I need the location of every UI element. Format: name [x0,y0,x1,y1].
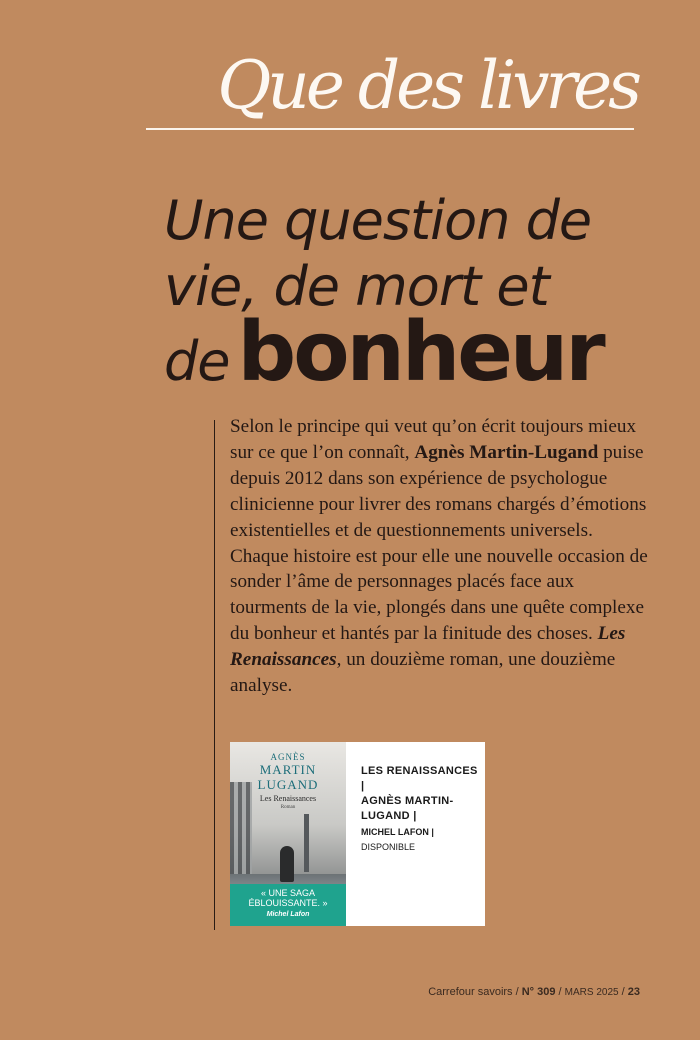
cover-title: Les Renaissances [259,794,317,803]
cover-author-last: MARTIN LUGAND [257,762,319,792]
article-body [230,414,650,699]
footer-separator: / [555,986,565,998]
cover-genre: Roman [280,805,296,810]
cover-column-graphic [304,814,309,872]
footer-separator: / [618,986,628,998]
cover-band [230,884,346,926]
headline-prefix: de [164,330,230,393]
footer-issue: N° 309 [521,986,556,998]
cover-figure-graphic [280,846,294,882]
rubric-rule [146,128,634,130]
cover-tagline: « UNE SAGA ÉBLOUISSANTE. » [248,888,328,908]
book-card [230,742,485,926]
book-reference: Les Renaissances [230,623,626,671]
cover-publisher-logo: Michel Lafon [266,911,310,918]
headline-line-1: Une question de [164,189,592,252]
book-cover-image [230,742,346,926]
footer-date: MARS 2025 [564,987,619,998]
book-availability: DISPONIBLE [361,842,416,852]
footer-magazine: Carrefour savoirs [428,986,513,998]
page-number: 23 [627,986,640,998]
book-title: LES RENAISSANCES | [361,765,478,792]
article-headline [164,188,684,400]
headline-line-3 [164,305,684,400]
body-segment-2: puise depuis 2012 dans son expérience de psychologue clinicienne pour livrer des romans chargés d’émotions existentielles et de questionnements universels. Chaque histoire est pour elle une nouvelle occasion de sonder l’âme de personnages placés face aux tourments de la vie, plongés dans une quête complexe du bonheur et hantés par la finitude des choses. [230,441,648,645]
headline-line-2: vie, de mort et [164,255,549,318]
cover-author-first: AGNÈS [270,752,306,762]
headline-bold-word: bonheur [237,305,603,400]
rubric-title: Que des livres [211,46,638,125]
body-segment-3: , un douzième roman, une douzième analyse. [230,649,616,697]
book-publisher: MICHEL LAFON | [361,827,434,837]
book-info [361,764,479,854]
footer-separator: / [512,986,522,998]
body-vertical-rule [214,420,215,930]
book-author: AGNÈS MARTIN-LUGAND | [361,795,454,822]
body-segment-1: Selon le principe qui veut qu’on écrit toujours mieux sur ce que l’on connaît, [230,416,637,463]
page-footer [428,986,640,998]
author-name: Agnès Martin-Lugand [414,441,599,463]
